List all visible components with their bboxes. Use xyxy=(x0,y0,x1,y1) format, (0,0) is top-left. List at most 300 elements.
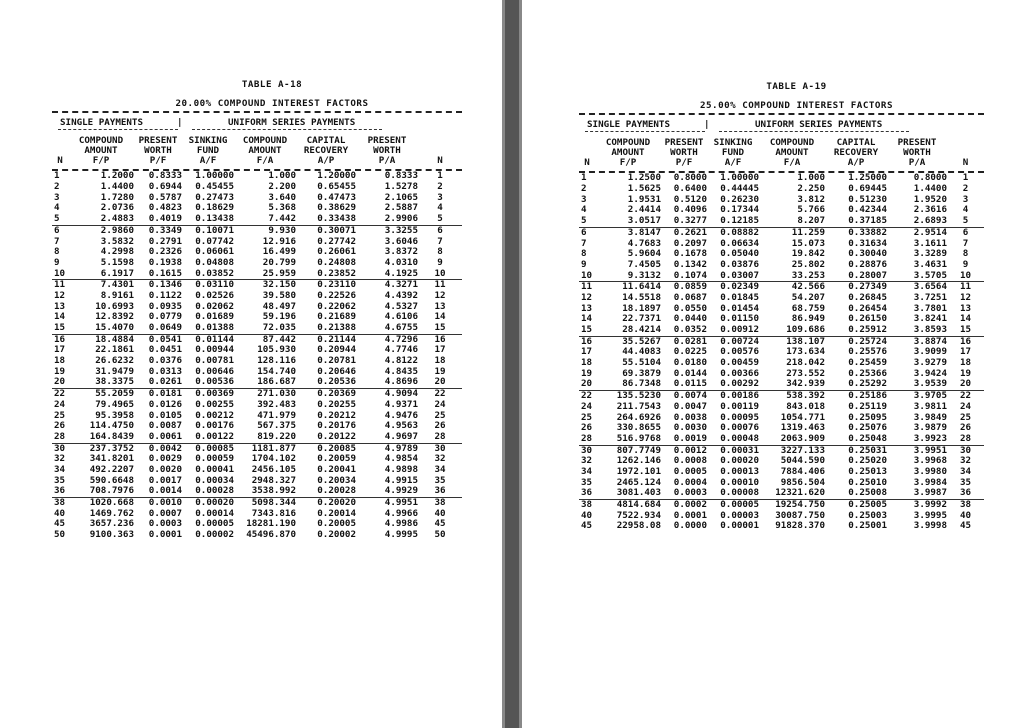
table-cell: 28 xyxy=(54,430,66,442)
table-cell: 1054.771 xyxy=(780,411,825,423)
table-cell: 87.442 xyxy=(234,334,296,346)
table-cell: 44.4083 xyxy=(622,346,661,358)
table-cell: 9 xyxy=(581,258,587,270)
table-cell: 10 xyxy=(581,269,593,281)
table-cell: 2.9906 xyxy=(384,213,418,225)
table-cell: 0.25912 xyxy=(848,324,887,336)
table-cell: 10 xyxy=(434,267,446,279)
table-cell: 0.0020 xyxy=(148,463,182,475)
table-cell: 0.33438 xyxy=(317,213,356,225)
page-edge xyxy=(519,0,522,728)
table-cell: 0.01845 xyxy=(720,291,759,303)
table-cell: 0.5787 xyxy=(148,191,182,203)
table-cell: 4.9995 xyxy=(384,529,418,541)
table-cell: 20.799 xyxy=(262,256,296,268)
table-cell: 0.69445 xyxy=(848,183,887,195)
table-cell: 2948.327 xyxy=(251,474,296,486)
table-cell: 154.740 xyxy=(257,365,296,377)
table-a18 xyxy=(52,80,462,541)
table-cell: 0.20014 xyxy=(317,507,356,519)
table-cell: 0.25459 xyxy=(848,357,887,369)
table-cell: 0.6944 xyxy=(148,181,182,193)
table-cell: 211.7543 xyxy=(616,400,661,412)
table-cell: 4.9094 xyxy=(356,388,418,400)
table-cell: 0.0126 xyxy=(148,398,182,410)
table-title: TABLE A-19 xyxy=(766,81,827,92)
table-cell: 15 xyxy=(54,322,66,334)
table-cell: 10 xyxy=(54,267,66,279)
table-cell: 0.01150 xyxy=(720,313,759,325)
table-cell: 45 xyxy=(581,520,593,532)
table-cell: 0.1346 xyxy=(134,279,182,291)
table-cell: 2.3616 xyxy=(913,204,947,216)
table-cell: 3 xyxy=(581,193,587,205)
column-header: PRESENT WORTH P/A xyxy=(897,137,937,169)
table-cell: 0.05040 xyxy=(720,248,759,260)
table-cell: 7522.934 xyxy=(616,509,661,521)
table-cell: 16.499 xyxy=(262,246,296,258)
table-cell: 4.4392 xyxy=(384,289,418,301)
table-cell: 5.368 xyxy=(268,202,296,214)
table-cell: 7884.406 xyxy=(780,465,825,477)
table-cell: 0.0180 xyxy=(673,357,707,369)
table-cell: 0.0007 xyxy=(148,507,182,519)
table-cell: 79.4965 xyxy=(95,398,134,410)
table-cell: 32 xyxy=(959,455,972,467)
table-cell: 2.6893 xyxy=(913,215,947,227)
table-cell: 72.035 xyxy=(262,322,296,334)
table-cell: 45 xyxy=(54,518,66,530)
table-cell: 33.253 xyxy=(791,269,825,281)
table-cell: 20 xyxy=(434,376,446,388)
table-cell: 95.3958 xyxy=(95,409,134,421)
table-a19 xyxy=(579,82,984,532)
table-cell: 0.0087 xyxy=(148,420,182,432)
table-cell: 1 xyxy=(54,170,60,182)
table-cell: 38 xyxy=(418,497,462,509)
table-cell: 0.00576 xyxy=(720,346,759,358)
table-cell: 164.8439 xyxy=(89,430,134,442)
table-cell: 3.9424 xyxy=(913,367,947,379)
table-cell: 20 xyxy=(959,378,972,390)
table-cell: 3.5705 xyxy=(913,269,947,281)
table-cell: 3.1611 xyxy=(913,237,947,249)
table-cell: 1.25000 xyxy=(848,172,887,184)
table-cell: 13 xyxy=(434,300,446,312)
table-cell: 3.9995 xyxy=(913,509,947,521)
table-cell: 0.30040 xyxy=(848,248,887,260)
table-cell: 4.9929 xyxy=(384,485,418,497)
table-cell: 16 xyxy=(52,334,68,346)
table-cell: 26 xyxy=(434,420,446,432)
table-cell: 342.939 xyxy=(786,378,825,390)
table-cell: 50 xyxy=(434,529,446,541)
column-header: SINKING FUND A/F xyxy=(188,135,228,167)
table-cell: 3.4631 xyxy=(913,258,947,270)
table-cell: 0.25010 xyxy=(848,476,887,488)
table-cell: 17 xyxy=(54,344,66,356)
table-cell: 25 xyxy=(581,411,593,423)
table-cell: 0.00119 xyxy=(720,400,759,412)
table-cell: 0.20212 xyxy=(317,409,356,421)
table-cell: 4.9697 xyxy=(384,430,418,442)
table-cell: 0.03007 xyxy=(720,269,759,281)
table-cell: 0.17344 xyxy=(720,204,759,216)
column-header: N xyxy=(437,155,443,167)
table-cell: 0.00255 xyxy=(195,398,234,410)
table-cell: 0.00366 xyxy=(720,367,759,379)
table-cell: 6 xyxy=(947,227,984,239)
table-cell: 9.930 xyxy=(234,225,296,237)
table-cell: 1.00000 xyxy=(195,170,234,182)
table-cell: 843.018 xyxy=(786,400,825,412)
table-cell: 12 xyxy=(434,289,446,301)
table-cell: 0.00010 xyxy=(720,476,759,488)
table-cell: 22.1861 xyxy=(95,344,134,356)
table-cell: 55.2059 xyxy=(68,388,134,400)
table-cell: 0.4823 xyxy=(148,202,182,214)
table-cell: 54.207 xyxy=(791,291,825,303)
table-cell: 7 xyxy=(437,235,443,247)
table-cell: 8.9161 xyxy=(100,289,134,301)
table-cell: 0.1342 xyxy=(673,258,707,270)
table-cell: 11 xyxy=(947,281,984,293)
table-cell: 18.1897 xyxy=(622,302,661,314)
table-cell: 25 xyxy=(959,411,972,423)
table-cell: 0.26230 xyxy=(720,193,759,205)
table-cell: 0.45455 xyxy=(195,181,234,193)
table-cell: 492.2207 xyxy=(89,463,134,475)
table-cell: 1262.146 xyxy=(616,455,661,467)
table-cell: 36 xyxy=(581,487,593,499)
table-cell: 0.27349 xyxy=(825,281,887,293)
table-cell: 0.10071 xyxy=(182,225,234,237)
table-cell: 14 xyxy=(434,311,446,323)
table-cell: 0.0000 xyxy=(673,520,707,532)
table-cell: 12.916 xyxy=(262,235,296,247)
table-cell: 0.0014 xyxy=(148,485,182,497)
table-cell: 0.0005 xyxy=(673,465,707,477)
table-cell: 5.1598 xyxy=(100,256,134,268)
table-cell: 0.00459 xyxy=(720,357,759,369)
table-cell: 0.25186 xyxy=(825,390,887,402)
table-cell: 3.7801 xyxy=(913,302,947,314)
table-cell: 32 xyxy=(581,455,593,467)
table-cell: 7343.816 xyxy=(251,507,296,519)
table-cell: 0.27742 xyxy=(317,235,356,247)
table-cell: 1.4400 xyxy=(913,183,947,195)
table-cell: 40 xyxy=(54,507,66,519)
table-cell: 30087.750 xyxy=(775,509,825,521)
table-cell: 1 xyxy=(962,172,969,184)
table-cell: 708.7976 xyxy=(89,485,134,497)
table-cell: 12 xyxy=(581,291,593,303)
table-cell: 0.26845 xyxy=(848,291,887,303)
table-cell: 0.0440 xyxy=(673,313,707,325)
table-cell: 5 xyxy=(581,215,587,227)
table-cell: 0.23852 xyxy=(317,267,356,279)
table-cell: 2465.124 xyxy=(616,476,661,488)
table-cell: 24 xyxy=(581,400,593,412)
table-cell: 4.2998 xyxy=(100,246,134,258)
table-cell: 45 xyxy=(434,518,446,530)
table-cell: 4.9966 xyxy=(384,507,418,519)
table-cell: 19 xyxy=(581,367,593,379)
table-cell: 0.25048 xyxy=(848,432,887,444)
table-cell: 0.0687 xyxy=(673,291,707,303)
table-cell: 22.7371 xyxy=(622,313,661,325)
table-cell: 0.25005 xyxy=(825,499,887,511)
table-cell: 0.00536 xyxy=(195,376,234,388)
table-cell: 28 xyxy=(434,430,446,442)
table-cell: 26 xyxy=(581,422,593,434)
table-cell: 271.030 xyxy=(234,388,296,400)
table-cell: 0.03876 xyxy=(720,258,759,270)
group-header: SINGLE PAYMENTS | UNIFORM SERIES PAYMENTS xyxy=(52,116,462,129)
table-cell: 4 xyxy=(962,204,969,216)
table-cell: 516.9768 xyxy=(616,432,661,444)
table-cell: 0.25031 xyxy=(825,445,887,457)
table-cell: 0.25119 xyxy=(848,400,887,412)
table-cell: 3081.403 xyxy=(616,487,661,499)
table-cell: 3.812 xyxy=(797,193,825,205)
table-cell: 32.150 xyxy=(234,279,296,291)
table-cell: 6 xyxy=(52,225,68,237)
table-cell: 0.1615 xyxy=(148,267,182,279)
table-cell: 0.0935 xyxy=(148,300,182,312)
table-cell: 9100.363 xyxy=(89,529,134,541)
table-cell: 4 xyxy=(581,204,587,216)
table-cell: 14.5518 xyxy=(622,291,661,303)
table-cell: 10.6993 xyxy=(95,300,134,312)
table-cell: 28.4214 xyxy=(622,324,661,336)
table-cell: 16 xyxy=(947,336,984,348)
table-body xyxy=(52,171,462,540)
table-cell: 30 xyxy=(52,443,68,455)
table-cell: 24 xyxy=(54,398,66,410)
table-cell: 1.9531 xyxy=(627,193,661,205)
table-cell: 0.20028 xyxy=(317,485,356,497)
table-cell: 0.6400 xyxy=(673,183,707,195)
table-cell: 0.21144 xyxy=(296,334,356,346)
table-cell: 0.31634 xyxy=(848,237,887,249)
table-cell: 1.5625 xyxy=(627,183,661,195)
table-cell: 0.20002 xyxy=(317,529,356,541)
table-cell: 69.3879 xyxy=(622,367,661,379)
table-cell: 4.8435 xyxy=(384,365,418,377)
table-cell: 3.9279 xyxy=(913,357,947,369)
table-cell: 3.3289 xyxy=(913,248,947,260)
table-cell: 4.7683 xyxy=(627,237,661,249)
table-cell: 0.44445 xyxy=(720,183,759,195)
table-cell: 22 xyxy=(52,388,68,400)
table-cell: 8 xyxy=(54,246,60,258)
table-cell: 25 xyxy=(434,409,446,421)
table-cell: 1181.877 xyxy=(234,443,296,455)
table-cell: 0.4019 xyxy=(148,213,182,225)
table-cell: 0.0001 xyxy=(148,529,182,541)
table-cell: 0.1074 xyxy=(673,269,707,281)
table-cell: 35 xyxy=(54,474,66,486)
table-cell: 4.9789 xyxy=(356,443,418,455)
table-cell: 807.7749 xyxy=(595,445,661,457)
table-cell: 4.9898 xyxy=(384,463,418,475)
page-right xyxy=(519,0,1024,728)
table-cell: 34 xyxy=(434,463,446,475)
table-cell: 0.00076 xyxy=(720,422,759,434)
table-cell: 22 xyxy=(579,390,595,402)
table-cell: 0.2097 xyxy=(673,237,707,249)
table-cell: 330.8655 xyxy=(616,422,661,434)
table-cell: 0.00369 xyxy=(182,388,234,400)
table-cell: 0.25003 xyxy=(848,509,887,521)
table-cell: 1.2000 xyxy=(100,170,134,182)
table-cell: 36 xyxy=(54,485,66,497)
table-cell: 0.00003 xyxy=(720,509,759,521)
table-cell: 17 xyxy=(959,346,972,358)
table-cell: 0.0038 xyxy=(673,411,707,423)
table-cell: 0.3277 xyxy=(673,215,707,227)
table-cell: 0.21388 xyxy=(317,322,356,334)
table-cell: 0.21689 xyxy=(317,311,356,323)
table-cell: 0.0779 xyxy=(148,311,182,323)
table-cell: 15.073 xyxy=(791,237,825,249)
table-cell: 22958.08 xyxy=(616,520,661,532)
table-cell: 0.22062 xyxy=(317,300,356,312)
table-cell: 2.1065 xyxy=(384,191,418,203)
table-cell: 3.8147 xyxy=(595,227,661,239)
table-cell: 3.9811 xyxy=(913,400,947,412)
table-cell: 30 xyxy=(579,445,595,457)
table-cell: 0.0003 xyxy=(148,518,182,530)
table-cell: 0.37185 xyxy=(848,215,887,227)
table-cell: 4 xyxy=(54,202,60,214)
table-cell: 0.20041 xyxy=(317,463,356,475)
table-cell: 15 xyxy=(581,324,593,336)
divider xyxy=(52,111,462,113)
table-cell: 0.5120 xyxy=(673,193,707,205)
table-cell: 5044.590 xyxy=(780,455,825,467)
table-cell: 3.6046 xyxy=(384,235,418,247)
table-cell: 9856.504 xyxy=(780,476,825,488)
table-cell: 0.8000 xyxy=(913,172,947,184)
table-cell: 20 xyxy=(54,376,66,388)
table-cell: 0.20255 xyxy=(317,398,356,410)
table-cell: 4.9915 xyxy=(384,474,418,486)
table-cell: 0.02526 xyxy=(195,289,234,301)
table-cell: 55.5104 xyxy=(622,357,661,369)
table-cell: 11.259 xyxy=(759,227,825,239)
table-cell: 17 xyxy=(581,346,593,358)
table-cell: 12 xyxy=(959,291,972,303)
column-header: COMPOUND AMOUNT F/P xyxy=(78,135,124,167)
table-cell: 0.20176 xyxy=(317,420,356,432)
table-cell: 0.00028 xyxy=(195,485,234,497)
table-cell: 105.930 xyxy=(257,344,296,356)
table-cell: 3.5832 xyxy=(100,235,134,247)
table-cell: 0.00001 xyxy=(720,520,759,532)
column-header: PRESENT WORTH P/F xyxy=(664,137,704,169)
table-cell: 0.00912 xyxy=(720,324,759,336)
table-cell: 590.6648 xyxy=(89,474,134,486)
table-cell: 0.20005 xyxy=(317,518,356,530)
table-cell: 3.3255 xyxy=(356,225,418,237)
table-cell: 10 xyxy=(959,269,972,281)
table-cell: 0.02062 xyxy=(195,300,234,312)
table-cell: 567.375 xyxy=(257,420,296,432)
group-uniform-series: UNIFORM SERIES PAYMENTS xyxy=(755,119,883,131)
table-cell: 0.65455 xyxy=(317,181,356,193)
table-cell: 0.3349 xyxy=(134,225,182,237)
table-cell: 18 xyxy=(434,355,446,367)
table-cell: 0.00085 xyxy=(182,443,234,455)
table-cell: 1020.668 xyxy=(68,497,134,509)
table-cell: 3.9984 xyxy=(913,476,947,488)
table-cell: 0.00005 xyxy=(195,518,234,530)
table-cell: 7.4505 xyxy=(627,258,661,270)
table-cell: 0.0451 xyxy=(148,344,182,356)
column-header: COMPOUND AMOUNT F/A xyxy=(242,135,288,167)
table-cell: 0.01144 xyxy=(182,334,234,346)
table-cell: 91828.370 xyxy=(775,520,825,532)
table-cell: 18 xyxy=(54,355,66,367)
table-cell: 11 xyxy=(579,281,595,293)
table-cell: 0.0003 xyxy=(673,487,707,499)
column-header: PRESENT WORTH P/A xyxy=(367,135,407,167)
table-cell: 13 xyxy=(581,302,593,314)
table-cell: 1 xyxy=(437,170,443,182)
table-cell: 4.9986 xyxy=(384,518,418,530)
table-cell: 4.3271 xyxy=(356,279,418,291)
table-cell: 0.00034 xyxy=(195,474,234,486)
table-cell: 0.0010 xyxy=(134,497,182,509)
table-cell: 8 xyxy=(437,246,443,258)
table-cell: 0.2791 xyxy=(148,235,182,247)
table-cell: 0.25576 xyxy=(848,346,887,358)
table-cell: 3227.133 xyxy=(759,445,825,457)
table-cell: 0.00013 xyxy=(720,465,759,477)
table-cell: 0.8333 xyxy=(384,170,418,182)
table-cell: 218.042 xyxy=(786,357,825,369)
table-cell: 16 xyxy=(579,336,595,348)
table-cell: 19 xyxy=(434,365,446,377)
table-cell: 0.0225 xyxy=(673,346,707,358)
table-cell: 34 xyxy=(581,465,593,477)
table-cell: 7 xyxy=(962,237,969,249)
table-subtitle: 20.00% COMPOUND INTEREST FACTORS xyxy=(175,98,369,110)
table-cell: 0.25076 xyxy=(848,422,887,434)
table-cell: 2 xyxy=(54,181,60,193)
table-cell: 471.979 xyxy=(257,409,296,421)
table-cell: 392.483 xyxy=(257,398,296,410)
table-cell: 0.25724 xyxy=(825,336,887,348)
table-cell: 12 xyxy=(54,289,66,301)
table-cell: 15 xyxy=(959,324,972,336)
table-cell: 0.0376 xyxy=(148,355,182,367)
table-cell: 0.07742 xyxy=(195,235,234,247)
table-cell: 28 xyxy=(581,432,593,444)
table-cell: 0.20122 xyxy=(317,430,356,442)
table-cell: 0.42344 xyxy=(848,204,887,216)
divider xyxy=(579,131,984,132)
table-cell: 34 xyxy=(54,463,66,475)
table-cell: 0.0004 xyxy=(673,476,707,488)
table-cell: 0.0042 xyxy=(134,443,182,455)
table-cell: 4.9563 xyxy=(384,420,418,432)
table-cell: 0.00095 xyxy=(720,411,759,423)
table-cell: 38.3375 xyxy=(95,376,134,388)
table-cell: 1.00000 xyxy=(720,172,759,184)
